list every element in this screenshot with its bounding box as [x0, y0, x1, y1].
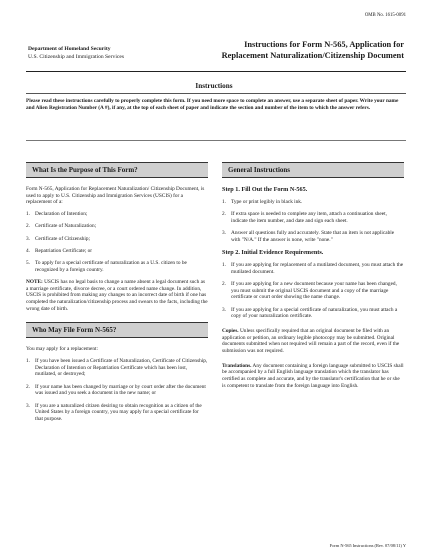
- translations-label: Translations.: [222, 362, 252, 369]
- copies-label: Copies.: [222, 327, 239, 334]
- copies-paragraph: [222, 328, 404, 355]
- note-text: USCIS has no legal basis to change a name absent a legal document such as a marriage certificate, divorce decree, or a court ordered name change. In addition, USCIS is prohibited from making any changes to an incorrect date of birth if one has completed the naturalization/citizenship process and swears to the facts, including the wrong date of birth.: [26, 278, 208, 312]
- right-column: [222, 162, 404, 395]
- instructions-heading: Instructions: [195, 82, 233, 90]
- step2-list-item: 3. If you are applying for a special certificate of naturalization, you must attach a copy of your naturalization certificate.: [222, 306, 398, 320]
- step2-heading: Step 2. Initial Evidence Requirements.: [222, 249, 324, 257]
- step2-list: [222, 262, 404, 320]
- omb-number: OMB No. 1615-0091: [364, 13, 406, 18]
- purpose-list-item: 5. To apply for a special certificate of naturalization as a U.S. citizen to be recognized by a foreign country.: [26, 259, 187, 273]
- who-list: [26, 358, 208, 423]
- intro-rule: [26, 140, 406, 141]
- step1-list-item: 3. Answer all questions fully and accurately. State that an item is not applicable with "N/A." If the answer is none, write "none.": [222, 230, 395, 243]
- form-footer: Form N-565 Instructions (Rev. 07/08/11) Y: [329, 543, 406, 548]
- note-paragraph: [26, 279, 208, 313]
- who-list-item: 2. If your name has been changed by marriage or by court order after the document was issued and you seek a document in the new name; or: [26, 383, 206, 397]
- step1-list-item: 2. If extra space is needed to complete any item, attach a continuation sheet, indicate the item number, and date and sign each sheet.: [222, 211, 387, 224]
- purpose-list: [26, 211, 208, 273]
- step1-list: [222, 199, 404, 244]
- who-intro: You may apply for a replacement:: [26, 346, 98, 353]
- purpose-list-item: 2. Certificate of Naturalization;: [26, 223, 97, 230]
- left-column: [26, 162, 208, 428]
- purpose-list-item: 3. Certificate of Citizenship;: [26, 235, 91, 242]
- translations-paragraph: [222, 363, 404, 390]
- purpose-list-item: 1. Declaration of Intention;: [26, 211, 88, 218]
- translations-text: Any document containing a foreign language submitted to USCIS shall be accompanied by a full English language translation which the translator has certified as complete and accurate, and by the translator's certification that he or she is competent to translate from the foreign language into English.: [222, 362, 404, 389]
- purpose-section-heading: What Is the Purpose of This Form?: [26, 162, 208, 178]
- who-list-item: 1. If you have been issued a Certificate of Naturalization, Certificate of Citizenship, Declaration of Intention or Repatriation Certificate which has been lost, mutilated, or destroyed;: [26, 358, 208, 378]
- agency-block: [28, 46, 124, 61]
- purpose-intro: Form N-565, Application for Replacement Naturalization/ Citizenship Document, is used to apply to U.S. Citizenship and Immigration Services (USCIS) for a replacement of a:: [26, 186, 205, 206]
- copies-text: Unless specifically required that an original document be filed with an application or petition, an ordinary legible photocopy may be submitted. Original documents submitted when not required will remain a part of the record, even if the submission was not required.: [222, 327, 400, 355]
- title-line-1: Instructions for Form N-565, Application for: [244, 40, 404, 49]
- agency-name: U.S. Citizenship and Immigration Services: [28, 53, 125, 60]
- step1-list-item: 1. Type or print legibly in black ink.: [222, 199, 303, 205]
- department-name: Department of Homeland Security: [28, 46, 111, 52]
- step2-list-item: 1. If you are applying for replacement of a mutilated document, you must attach the mutilated document.: [222, 262, 404, 275]
- who-list-item: 3. If you are a naturalized citizen desiring to obtain recognition as a citizen of the United States by a foreign country, you may apply for a special certificate for that purpose.: [26, 402, 202, 422]
- note-label: NOTE:: [26, 278, 43, 285]
- general-section-heading: General Instructions: [222, 162, 404, 178]
- step1-heading: Step 1. Fill Out the Form N-565.: [222, 186, 308, 193]
- title-line-2: Replacement Naturalization/Citizenship Document: [221, 50, 404, 60]
- step2-list-item: 2. If you are applying for a new document because your name has been changed, you must submit the original USCIS document and a copy of the marriage certificate or court order showing the name change.: [222, 280, 397, 301]
- header-rule: [26, 71, 406, 72]
- who-section-heading: Who May File Form N-565?: [26, 322, 208, 338]
- document-title: [144, 40, 404, 61]
- intro-paragraph: Please read these instructions carefully to properly complete this form. If you need more space to complete an answer, use a separate sheet of paper. Write your name and Alien Registration Number (A #), if any, at the top of each sheet of paper and indicate the section and number of the item to which the answer refers.: [26, 98, 399, 112]
- instructions-rule: [26, 93, 406, 94]
- purpose-list-item: 4. Repatriation Certificate; or: [26, 247, 93, 254]
